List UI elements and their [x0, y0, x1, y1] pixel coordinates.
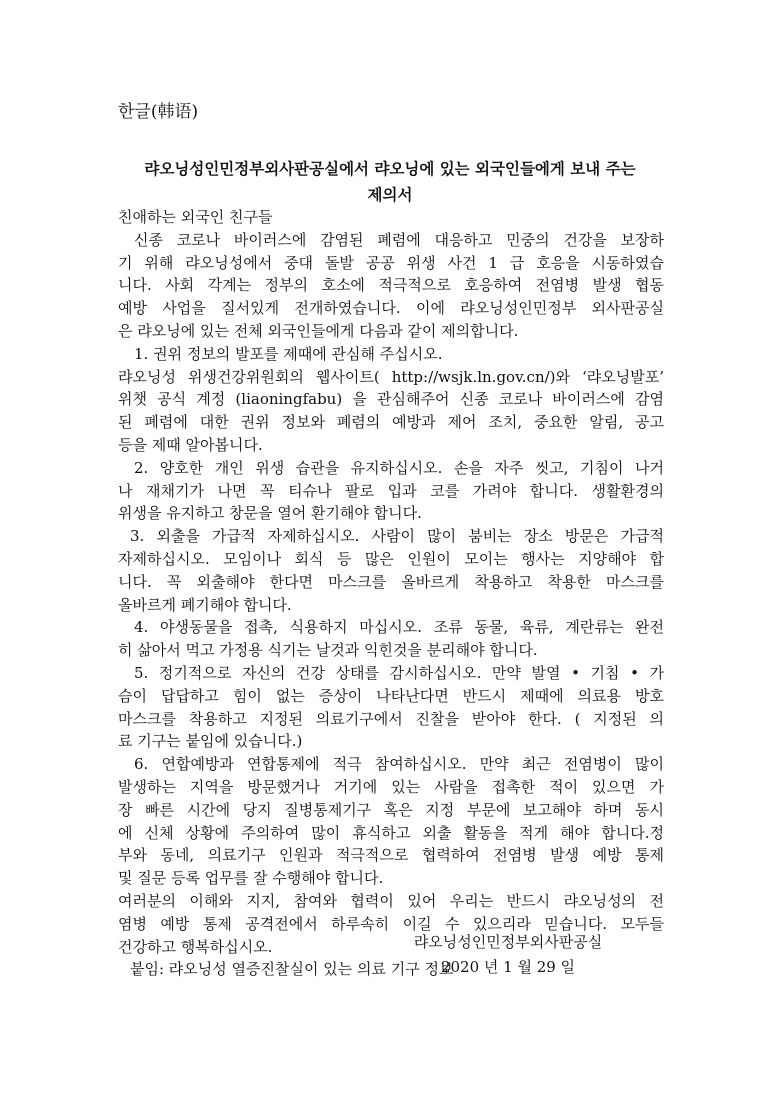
item-6-line: 부와 동네, 의료기구 인원과 적극적으로 협력하여 전염병 발생 예방 통제 — [118, 846, 664, 865]
item-1-line: 랴오닝성 위생건강위원회의 웹사이트( http://wsjk.ln.gov.cn/)와 ‘랴오닝발포’ — [118, 367, 664, 386]
letter-body — [118, 206, 664, 981]
item-3-line: 니다. 꼭 외출해야 한다면 마스크를 올바르게 착용하고 착용한 마스크를 — [118, 572, 664, 591]
item-2-line: 나 재채기가 나면 꼭 티슈나 팔로 입과 코를 가려야 합니다. 생활환경의 — [118, 481, 664, 500]
intro-line: 예방 사업을 질서있게 전개하였습니다. 이에 랴오닝성인민정부 외사판공실 — [118, 299, 664, 318]
item-1-line: 된 폐렴에 대한 권위 정보와 폐렴의 예방과 제어 조치, 중요한 알림, 공고 — [118, 413, 664, 432]
item-5-line: 5. 정기적으로 자신의 건강 상태를 감시하십시오. 만약 발열 • 기침 • 가 — [134, 663, 664, 682]
item-6-line: 장 빠른 시간에 당지 질병통제기구 혹은 지정 부문에 보고해야 하며 동시 — [118, 800, 664, 819]
item-1-line: 위챗 공식 계정 (liaoningfabu) 을 관심해주어 신종 코로나 바이러스에 감염 — [118, 390, 664, 409]
intro-line: 은 랴오닝에 있는 전체 외국인들에게 다음과 같이 제의합니다. — [118, 321, 519, 340]
issuing-office: 랴오닝성인민정부외사판공실 — [413, 933, 603, 951]
item-3-line: 올바르게 폐기해야 합니다. — [118, 595, 292, 614]
signature-block — [388, 930, 628, 980]
item-4-line: 4. 야생동물을 접촉, 식용하지 마십시오. 조류 동물, 육류, 계란류는 완전 — [134, 618, 664, 637]
item-5-line: 료 기구는 붙임에 있습니다.) — [118, 732, 303, 751]
item-6-line: 발생하는 지역을 방문했거나 거기에 있는 사람을 접촉한 적이 있으면 가 — [118, 777, 664, 796]
item-5-line: 마스크를 착용하고 지정된 의료기구에서 진찰을 받아야 한다. ( 지정된 의 — [118, 709, 664, 728]
item-6-line: 에 신체 상황에 주의하여 많이 휴식하고 외출 활동을 적게 해야 합니다.정 — [118, 823, 664, 842]
attachment-note: 붙임: 랴오닝성 열증진찰실이 있는 의료 기구 정보 — [130, 960, 454, 979]
intro-line: 신종 코로나 바이러스에 감염된 폐렴에 대응하고 민중의 건강을 보장하 — [134, 230, 664, 249]
title-line-1: 랴오닝성인민정부외사판공실에서 랴오닝에 있는 외국인들에게 보내 주는 — [144, 160, 636, 178]
greeting: 친애하는 외국인 친구들 — [118, 208, 273, 226]
item-4-line: 히 삶아서 먹고 가정용 식기는 날것과 익힌것을 분리해야 합니다. — [118, 641, 538, 660]
item-6-line: 6. 연합예방과 연합통제에 적극 참여하십시오. 만약 최근 전염병이 많이 — [134, 755, 664, 774]
item-3-line: 3. 외출을 가급적 자제하십시오. 사람이 많이 붐비는 장소 방문은 가급적 — [130, 527, 664, 546]
closing-line: 건강하고 행복하십시오. — [118, 937, 273, 956]
item-1-heading: 1. 권위 정보의 발포를 제때에 관심해 주십시오. — [134, 344, 443, 363]
item-2-line: 2. 양호한 개인 위생 습관을 유지하십시오. 손을 자주 씻고, 기침이 나거 — [134, 458, 664, 477]
closing-line: 여러분의 이해와 지지, 참여와 협력이 있어 우리는 반드시 랴오닝성의 전 — [118, 891, 664, 910]
intro-line: 니다. 사회 각계는 정부의 호소에 적극적으로 호응하여 전염병 발생 협동 — [118, 276, 664, 295]
item-3-line: 자제하십시오. 모임이나 회식 등 많은 인원이 모이는 행사는 지양해야 합 — [118, 549, 664, 568]
closing-line: 염병 예방 통제 공격전에서 하루속히 이길 수 있으리라 믿습니다. 모두들 — [118, 914, 664, 933]
item-1-line: 등을 제때 알아봅니다. — [118, 435, 263, 454]
item-5-line: 슴이 답답하고 힘이 없는 증상이 나타난다면 반드시 제때에 의료용 방호 — [118, 686, 664, 705]
intro-line: 기 위해 랴오닝성에서 중대 돌발 공공 위생 사건 1 급 호응을 시동하였습 — [118, 253, 664, 272]
issue-date: 2020 년 1 월 29 일 — [440, 958, 576, 976]
item-6-line: 및 질문 등록 업무를 잘 수행해야 합니다. — [118, 869, 384, 888]
document-title — [118, 156, 662, 208]
item-2-line: 위생을 유지하고 창문을 열어 환기해야 합니다. — [118, 504, 422, 523]
title-line-2: 제의서 — [367, 186, 413, 204]
language-label: 한글(韩语) — [118, 102, 199, 122]
